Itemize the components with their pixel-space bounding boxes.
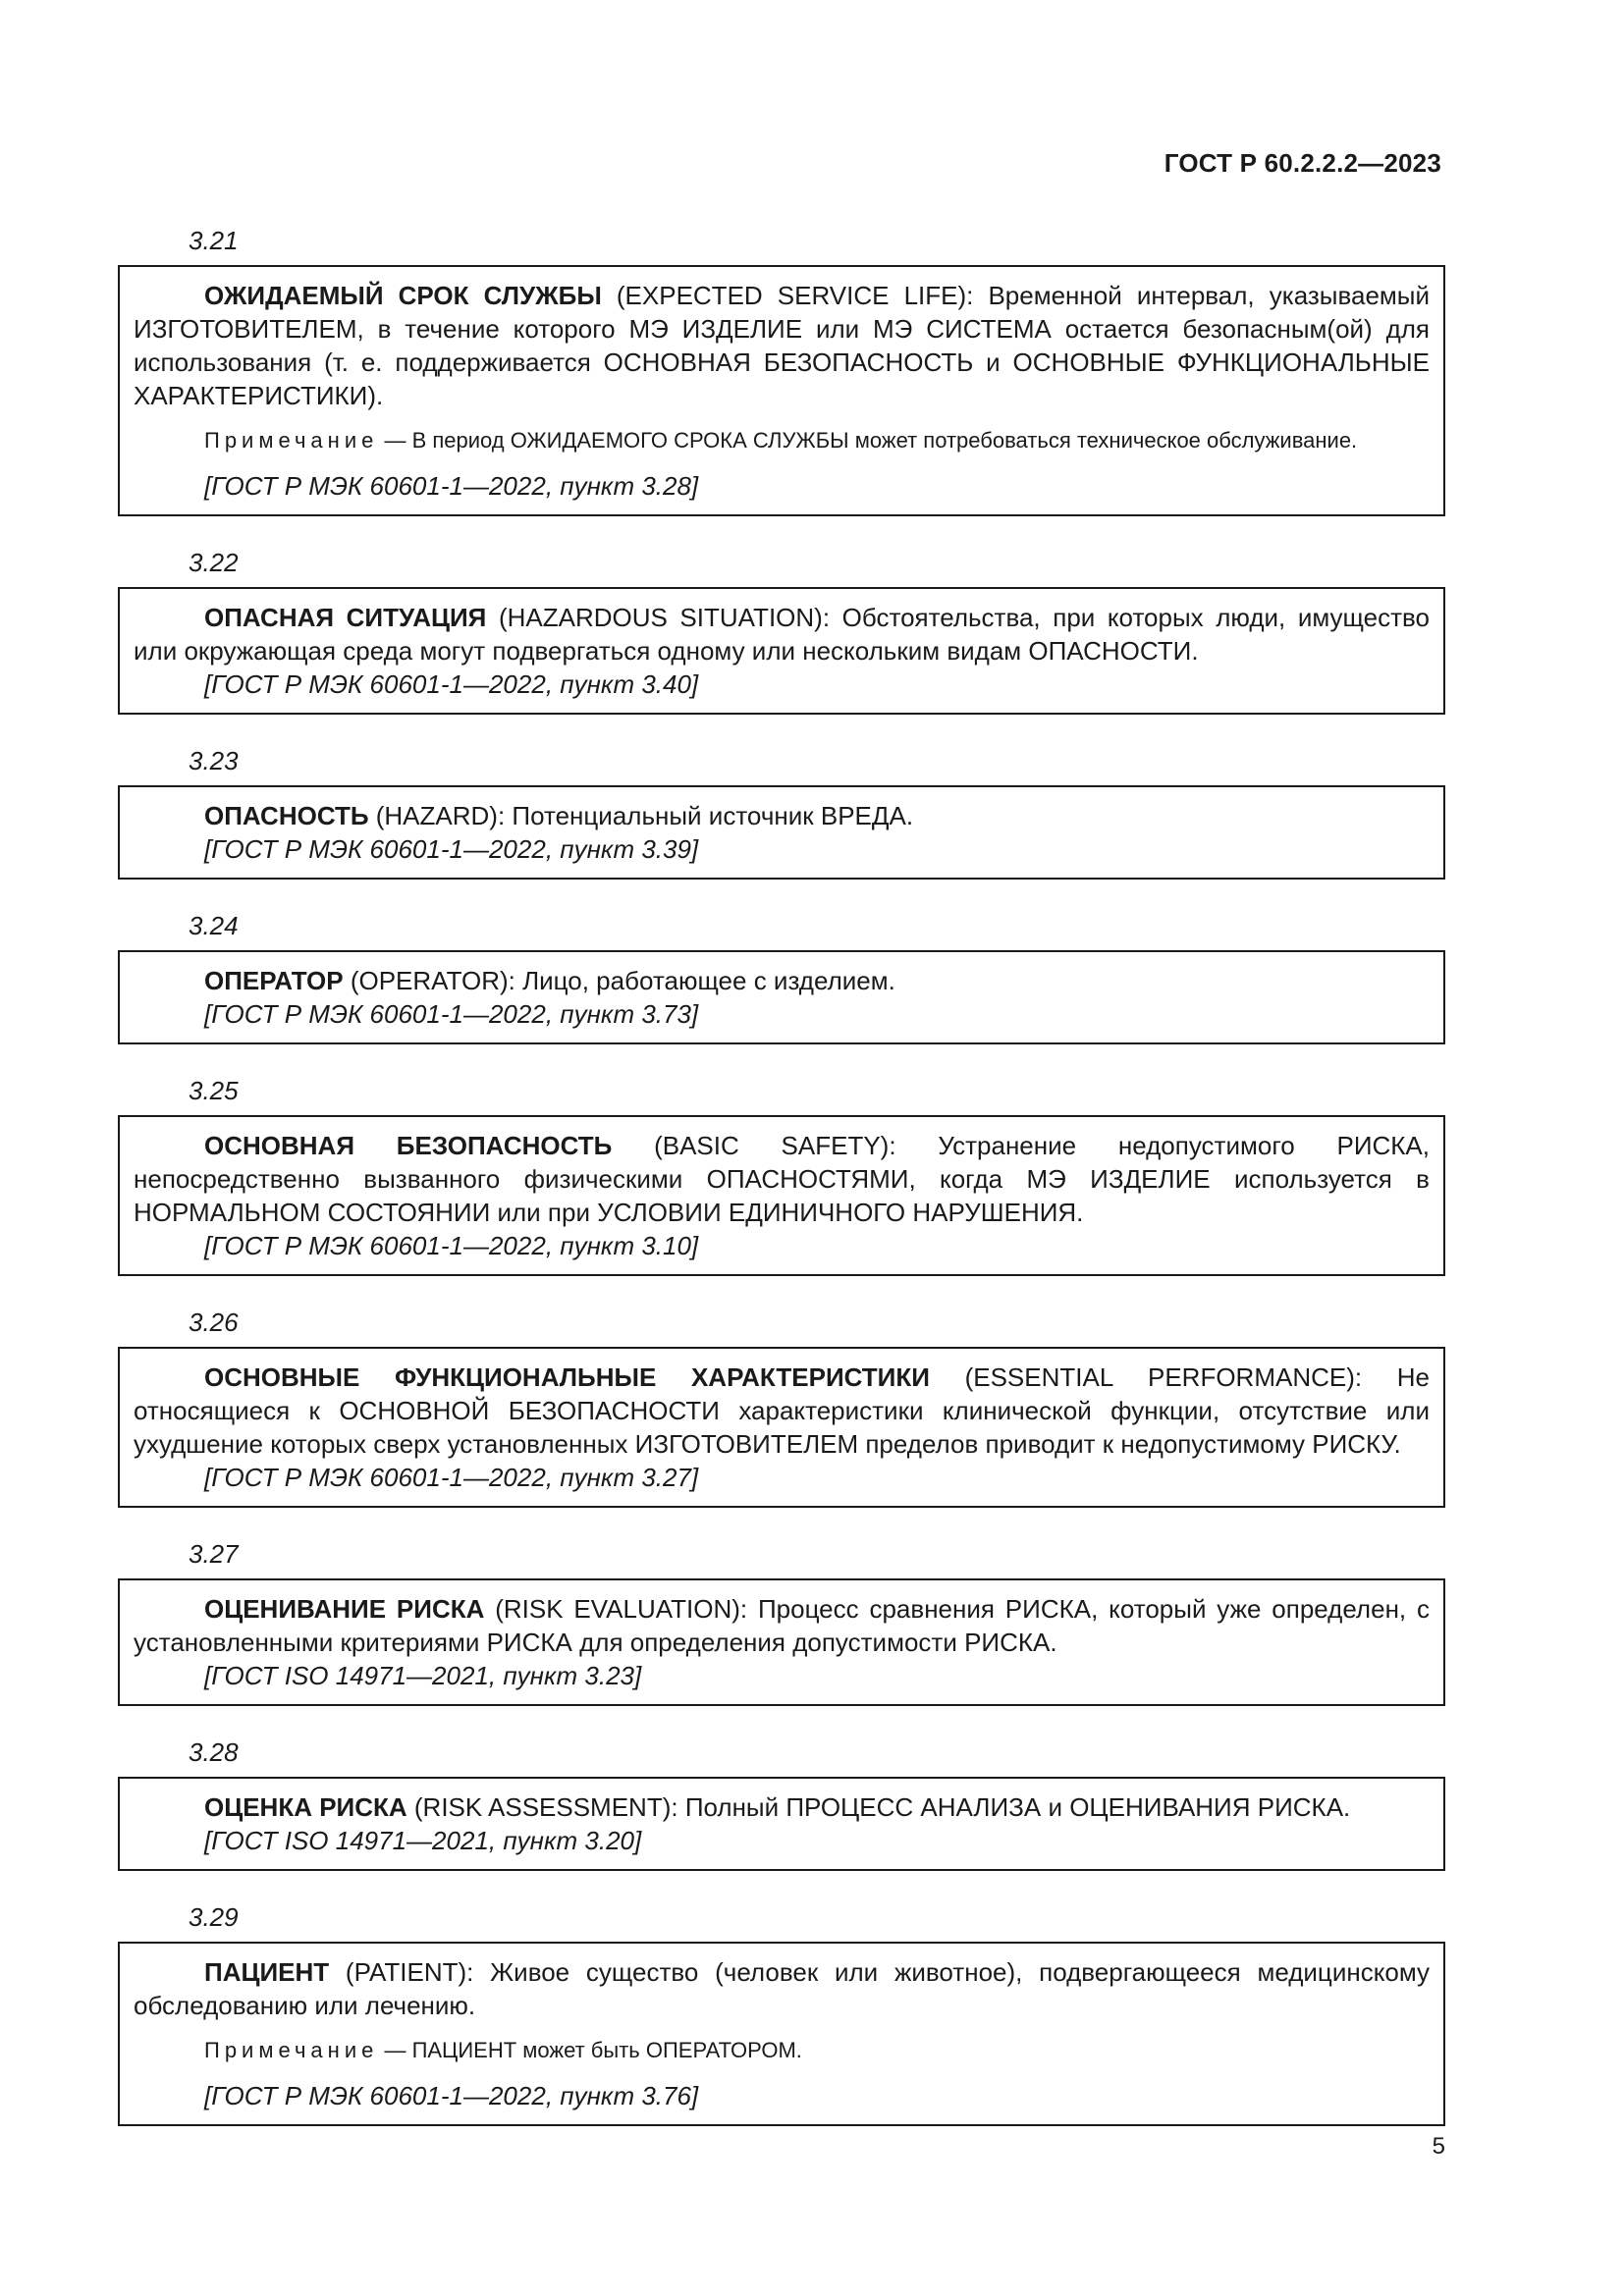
term-entry <box>118 1735 1445 1871</box>
term-definition <box>134 1955 1430 2022</box>
term-number: 3.21 <box>189 226 239 255</box>
note-label: Примечание <box>204 428 379 453</box>
page-number: 5 <box>1432 2133 1445 2160</box>
term-number: 3.29 <box>189 1902 239 1932</box>
term-definition-text: (OPERATOR): Лицо, работающее с изделием. <box>343 966 895 995</box>
term-name: ОСНОВНАЯ БЕЗОПАСНОСТЬ <box>204 1131 613 1160</box>
term-entry <box>118 546 1445 715</box>
term-entry <box>118 1537 1445 1706</box>
term-definition-box <box>118 1115 1445 1276</box>
term-reference: [ГОСТ Р МЭК 60601-1—2022, пункт 3.10] <box>204 1231 699 1260</box>
term-number: 3.28 <box>189 1737 239 1767</box>
term-definition <box>134 799 1430 832</box>
term-definition <box>134 279 1430 412</box>
term-number: 3.22 <box>189 548 239 577</box>
term-entry <box>118 744 1445 880</box>
term-definition <box>134 1592 1430 1659</box>
term-number: 3.23 <box>189 746 239 775</box>
term-definition <box>134 1361 1430 1461</box>
note-label: Примечание <box>204 2038 379 2062</box>
term-reference: [ГОСТ Р МЭК 60601-1—2022, пункт 3.73] <box>204 999 699 1029</box>
term-definition-box <box>118 1942 1445 2126</box>
term-definition-text: (RISK EVALUATION): Процесс сравнения РИСКА, который уже определен, с установленными критериями РИСКА для определения допустимости РИСКА. <box>134 1594 1430 1657</box>
term-reference: [ГОСТ ISO 14971—2021, пункт 3.23] <box>204 1661 642 1690</box>
term-definition-box <box>118 1777 1445 1871</box>
term-definition-box <box>118 950 1445 1044</box>
term-definition <box>134 1129 1430 1229</box>
term-reference: [ГОСТ Р МЭК 60601-1—2022, пункт 3.76] <box>204 2081 699 2110</box>
term-definition-text: (ESSENTIAL PERFORMANCE): Не относящиеся к ОСНОВНОЙ БЕЗОПАСНОСТИ характеристики клинической функции, отсутствие или ухудшение которых сверх установленных ИЗГОТОВИТЕЛЕМ пределов приводит к недопустимому РИСКУ. <box>134 1362 1430 1459</box>
term-definition-text: (HAZARDOUS SITUATION): Обстоятельства, при которых люди, имущество или окружающая среда могут подвергаться одному или нескольким видам ОПАСНОСТИ. <box>134 603 1430 666</box>
term-reference: [ГОСТ ISO 14971—2021, пункт 3.20] <box>204 1826 642 1855</box>
term-definition-box <box>118 1578 1445 1706</box>
document-standard-header: ГОСТ Р 60.2.2.2—2023 <box>1164 148 1441 178</box>
term-entry <box>118 1074 1445 1276</box>
term-definition-box <box>118 265 1445 516</box>
term-name: ОЦЕНИВАНИЕ РИСКА <box>204 1594 485 1624</box>
term-reference: [ГОСТ Р МЭК 60601-1—2022, пункт 3.40] <box>204 669 699 699</box>
term-entry <box>118 1900 1445 2126</box>
term-definition <box>134 1790 1430 1824</box>
term-name: ОЦЕНКА РИСКА <box>204 1792 407 1822</box>
term-name: ОПАСНАЯ СИТУАЦИЯ <box>204 603 487 632</box>
term-definition-box <box>118 587 1445 715</box>
term-note <box>134 2036 1430 2065</box>
term-definition <box>134 964 1430 997</box>
term-number: 3.27 <box>189 1539 239 1569</box>
terms-list <box>118 224 1445 2156</box>
term-definition-box <box>118 785 1445 880</box>
term-name: ОСНОВНЫЕ ФУНКЦИОНАЛЬНЫЕ ХАРАКТЕРИСТИКИ <box>204 1362 930 1392</box>
term-definition-text: (EXPECTED SERVICE LIFE): Временной интервал, указываемый ИЗГОТОВИТЕЛЕМ, в течение которого МЭ ИЗДЕЛИЕ или МЭ СИСТЕМА остается безопасным(ой) для использования (т. е. поддерживается ОСНОВНАЯ БЕЗОПАСНОСТЬ и ОСНОВНЫЕ ФУНКЦИОНАЛЬНЫЕ ХАРАКТЕРИСТИКИ). <box>134 281 1430 410</box>
term-entry <box>118 1306 1445 1508</box>
term-entry <box>118 224 1445 516</box>
term-number: 3.25 <box>189 1076 239 1105</box>
term-number: 3.24 <box>189 911 239 940</box>
term-definition-box <box>118 1347 1445 1508</box>
term-reference: [ГОСТ Р МЭК 60601-1—2022, пункт 3.39] <box>204 834 699 864</box>
note-text: — ПАЦИЕНТ может быть ОПЕРАТОРОМ. <box>378 2038 802 2062</box>
term-entry <box>118 909 1445 1044</box>
term-definition-text: (BASIC SAFETY): Устранение недопустимого РИСКА, непосредственно вызванного физическими ОПАСНОСТЯМИ, когда МЭ ИЗДЕЛИЕ используется в НОРМАЛЬНОМ СОСТОЯНИИ или при УСЛОВИИ ЕДИНИЧНОГО НАРУШЕНИЯ. <box>134 1131 1430 1227</box>
term-reference: [ГОСТ Р МЭК 60601-1—2022, пункт 3.27] <box>204 1463 699 1492</box>
term-definition-text: (PATIENT): Живое существо (человек или животное), подвергающееся медицинскому обследованию или лечению. <box>134 1957 1430 2020</box>
term-name: ПАЦИЕНТ <box>204 1957 330 1987</box>
term-name: ОЖИДАЕМЫЙ СРОК СЛУЖБЫ <box>204 281 602 310</box>
term-note <box>134 426 1430 455</box>
term-definition <box>134 601 1430 667</box>
term-definition-text: (RISK ASSESSMENT): Полный ПРОЦЕСС АНАЛИЗА и ОЦЕНИВАНИЯ РИСКА. <box>406 1792 1351 1822</box>
term-name: ОПАСНОСТЬ <box>204 801 369 830</box>
term-definition-text: (HAZARD): Потенциальный источник ВРЕДА. <box>368 801 914 830</box>
term-name: ОПЕРАТОР <box>204 966 344 995</box>
term-reference: [ГОСТ Р МЭК 60601-1—2022, пункт 3.28] <box>204 471 699 501</box>
term-number: 3.26 <box>189 1308 239 1337</box>
note-text: — В период ОЖИДАЕМОГО СРОКА СЛУЖБЫ может потребоваться техническое обслуживание. <box>378 428 1358 453</box>
